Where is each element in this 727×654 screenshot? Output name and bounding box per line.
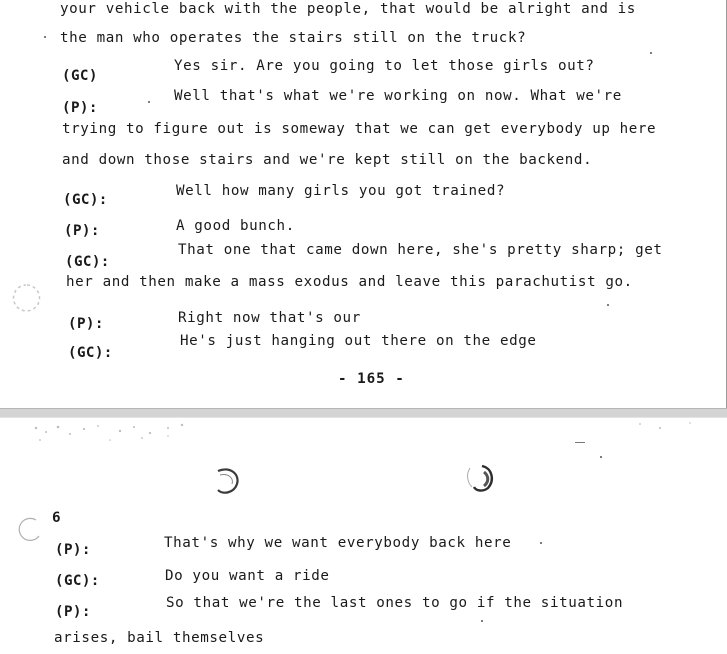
transcript-line: your vehicle back with the people, that would be alright and is xyxy=(60,1,636,17)
transcript-line: and down those stairs and we're kept still on the backend. xyxy=(62,152,593,168)
paper-speck xyxy=(148,101,150,103)
punch-hole-mark xyxy=(14,516,44,546)
punch-hole-mark xyxy=(10,282,44,314)
speaker-label: (GC) xyxy=(62,68,98,84)
speech-text: A good bunch. xyxy=(176,218,295,234)
paper-speck xyxy=(540,542,542,544)
transcript-line: trying to figure out is someway that we can get everybody up here xyxy=(62,121,657,137)
scan-noise xyxy=(0,418,727,458)
speech-text: He's just hanging out there on the edge xyxy=(180,333,537,349)
speech-text: That's why we want everybody back here xyxy=(164,535,512,551)
paper-speck xyxy=(44,36,46,38)
transcript-page-next xyxy=(0,418,727,654)
speaker-label: (GC): xyxy=(65,254,110,270)
speaker-label: (P): xyxy=(68,316,104,332)
paper-speck xyxy=(607,304,609,306)
speech-text: Well how many girls you got trained? xyxy=(176,183,506,199)
binder-hole-mark xyxy=(462,462,498,494)
transcript-line: arises, bail themselves xyxy=(54,630,265,646)
binder-hole-mark xyxy=(208,466,244,498)
speech-text: Do you want a ride xyxy=(165,568,330,584)
speaker-label: (P): xyxy=(55,604,91,620)
speech-text: Right now that's our xyxy=(178,310,361,326)
speaker-label: (GC): xyxy=(68,345,113,361)
page-marker: 6 xyxy=(52,510,61,526)
speaker-label: (P): xyxy=(62,100,98,116)
speaker-label: (P): xyxy=(55,542,91,558)
speaker-label: (P): xyxy=(64,223,100,239)
transcript-line: her and then make a mass exodus and leave this parachutist go. xyxy=(66,274,633,290)
transcript-line: the man who operates the stairs still on the truck? xyxy=(60,30,527,46)
paper-speck xyxy=(575,442,585,443)
page-separator xyxy=(0,408,727,418)
speech-text: Well that's what we're working on now. What we're xyxy=(174,88,622,104)
speaker-label: (GC): xyxy=(55,573,100,589)
paper-speck xyxy=(600,456,602,458)
page-number: - 165 - xyxy=(338,371,405,387)
speech-text: That one that came down here, she's pretty sharp; get xyxy=(178,242,663,258)
speech-text: Yes sir. Are you going to let those girls out? xyxy=(174,58,595,74)
speech-text: So that we're the last ones to go if the situation xyxy=(166,595,624,611)
speaker-label: (GC): xyxy=(63,192,108,208)
paper-speck xyxy=(650,52,652,54)
paper-speck xyxy=(481,620,483,622)
